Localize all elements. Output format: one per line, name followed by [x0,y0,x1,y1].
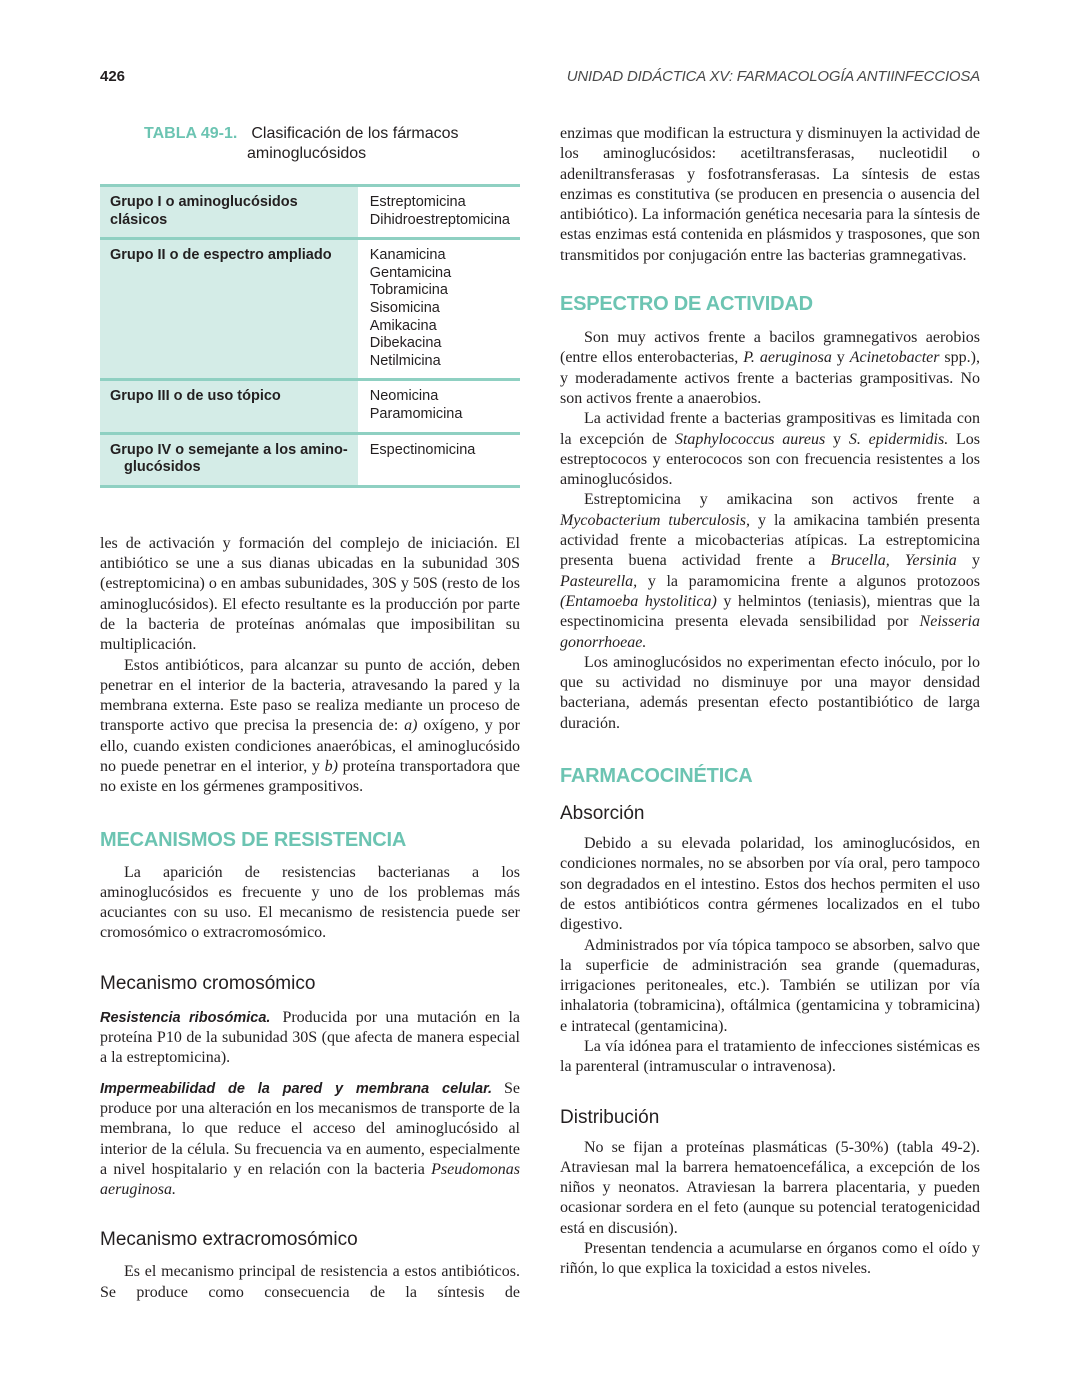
subheading-absorcion: Absorción [560,803,645,825]
right-column [560,124,980,1280]
drug-name: Gentamicina [369,264,452,281]
paragraph: Es el mecanismo principal de resistencia a estos antibióticos. Se produce como consecuencia de la síntesis de [100,1263,520,1301]
subheading-cromosomico: Mecanismo cromosómico [100,972,316,994]
group-cell [100,433,358,486]
table-title-line1: Clasificación de los fármacos [251,125,459,142]
paragraph: Debido a su elevada polaridad, los aminoglucósidos, en condiciones normales, no se absorben por vía oral, pero tampoco son degradados en el intestino. Estos dos hechos permiten el uso de estos antibióticos contra gérmenes localizados en el tubo digestivo. [560,835,980,934]
section-heading-farmacocinetica: FARMACOCINÉTICA [560,765,753,788]
drugs-cell [358,186,520,239]
table-title-line2: aminoglucósidos [247,145,367,162]
paragraph: Estos antibióticos, para alcanzar su punto de acción, deben penetrar en el interior de la bacteria, atravesando la pared y la membrana externa. Este paso se realiza mediante un proceso de transporte activo que precisa la presencia de: a) oxígeno, y por ello, cuando existen condiciones anaeróbicas, el aminoglucósido no puede penetrar en el interior, y b) proteína transportadora que no existe en los gérmenes grampositivos. [100,656,521,796]
paragraph: les de activación y formación del complejo de iniciación. El antibiótico se une a sus dianas ubicadas en la subunidad 30S (estreptomicina) o en ambas subunidades, 30S y 50S (resto de los aminoglucósidos). El efecto resultante es la producción por parte de la bacteria de proteínas anómalas que imposibilitan su multiplicación. [100,534,520,654]
paragraph: Resistencia ribosómica. Producida por una mutación en la proteína P10 de la subunidad 30S (que afecta de manera especial a la estreptomicina). [100,1008,520,1067]
table-row [100,380,520,433]
group-label: Grupo I o aminoglucósidos clásicos [110,194,298,228]
drugs-cell [358,433,520,486]
section-heading-resistencia: MECANISMOS DE RESISTENCIA [100,828,407,851]
group-cell [100,380,358,433]
table-row [100,186,520,239]
section-heading-espectro: ESPECTRO DE ACTIVIDAD [560,293,813,316]
drug-name: Dihidroestreptomicina [369,211,510,228]
subheading-extracromosomico: Mecanismo extracromosómico [100,1229,358,1251]
paragraph: Administrados por vía tópica tampoco se absorben, salvo que la superficie de administración sea grande (quemaduras, irrigaciones peritoneales, etc.). También se utilizan por vía inhalatoria (tobramicina), oftálmica (gentamicina y tobramicina) e intratecal (gentamicina). [560,936,980,1035]
drug-name: Kanamicina [369,247,446,264]
paragraph: Impermeabilidad de la pared y membrana celular. Se produce por una alteración en los mecanismos de transporte de la membrana, lo que reduce el acceso del aminoglucósido al interior de la célula. Su frecuencia va en aumento, especialmente a nivel hospitalario y en relación con la bacteria Pseudomonas aeruginosa. [100,1079,520,1199]
drug-name: Netilmicina [369,352,441,369]
run-in-heading: Resistencia ribosómica. [100,1009,271,1026]
drug-name: Estreptomicina [369,194,466,210]
paragraph: Presentan tendencia a acumularse en órganos como el oído y riñón, lo que explica la toxicidad a estos niveles. [560,1240,980,1278]
table-row [100,239,520,380]
table-caption [100,124,520,164]
group-label: Grupo IV o semejante a los amino- [110,441,348,458]
drug-name: Tobramicina [369,282,448,299]
paragraph: La vía idónea para el tratamiento de infecciones sistémicas es la parenteral (intramuscular o intravenosa). [560,1037,980,1076]
paragraph: No se fijan a proteínas plasmáticas (5-30%) (tabla 49-2). Atraviesan mal la barrera hematoencefálica, a excepción de los niños y neonatos. Atraviesan la barrera placentaria, y pueden ocasionar sordera en el feto (aunque su potencial teratogenicidad está en discusión). [560,1138,980,1237]
paragraph: La actividad frente a bacterias grampositivas es limitada con la excepción de Staphylococcus aureus y S. epidermidis. Los estreptococos y enterococos son con frecuencia resistentes a los aminoglucósidos. [560,410,981,489]
table-row [100,433,520,486]
drug-name: Espectinomicina [369,441,476,458]
subheading-distribucion: Distribución [560,1106,660,1128]
left-column [100,124,520,1303]
drug-name: Sisomicina [369,299,440,316]
paragraph: Los aminoglucósidos no experimentan efecto inóculo, por lo que su actividad no disminuye por una mayor densidad bacteriana, además presentan efecto postantibiótico de larga duración. [560,653,980,732]
running-head: UNIDAD DIDÁCTICA XV: FARMACOLOGÍA ANTIINFECCIOSA [566,68,980,85]
drugs-cell [358,239,520,380]
drug-name: Dibekacina [369,335,442,352]
drug-name: Amikacina [369,317,437,334]
group-cell [100,239,358,380]
group-label: Grupo III o de uso tópico [110,388,281,405]
paragraph: Son muy activos frente a bacilos gramnegativos aerobios (entre ellos enterobacterias, P. aeruginosa y Acinetobacter spp.), y moderadamente activos frente a bacterias grampositivas. No son activos frente a anaerobios. [560,329,980,407]
classification-table [100,184,520,488]
paragraph: Estreptomicina y amikacina son activos frente a Mycobacterium tuberculosis, y la amikacina también presenta actividad frente a micobacterias atípicas. La estreptomicina presenta buena actividad frente a Brucella, Yersinia y Pasteurella, y la paramomicina frente a algunos protozoos (Entamoeba hystolitica) y helmintos (teniasis), mientras que la espectinomicina presenta elevada sensibilidad por Neisseria gonorrhoeae. [560,491,981,651]
paragraph: La aparición de resistencias bacterianas a los aminoglucósidos es frecuente y uno de los problemas más acuciantes con su uso. El mecanismo de resistencia puede ser cromosómico o extracromosómico. [100,863,520,942]
drug-name: Paramomicina [369,405,463,422]
run-in-heading: Impermeabilidad de la pared y membrana celular. [100,1080,492,1097]
paragraph: enzimas que modifican la estructura y disminuyen la actividad de los aminoglucósidos: acetiltransferasas, nucleotidil o adeniltransferasas y fosfotransferasas. La síntesis de estas enzimas es constitutiva (se producen en presencia o ausencia del antibiótico). La información genética necesaria para la síntesis de estas enzimas está contenida en plásmidos y trasposones, que son transmitidos por conjugación entre las bacterias gramnegativas. [560,125,980,264]
page-number: 426 [100,68,126,85]
drugs-cell [358,380,520,433]
group-label: Grupo II o de espectro ampliado [110,247,332,264]
group-cell [100,186,358,239]
group-label-continued: glucósidos [124,459,201,476]
table-label: TABLA 49-1. [144,125,238,142]
drug-name: Neomicina [369,388,439,405]
